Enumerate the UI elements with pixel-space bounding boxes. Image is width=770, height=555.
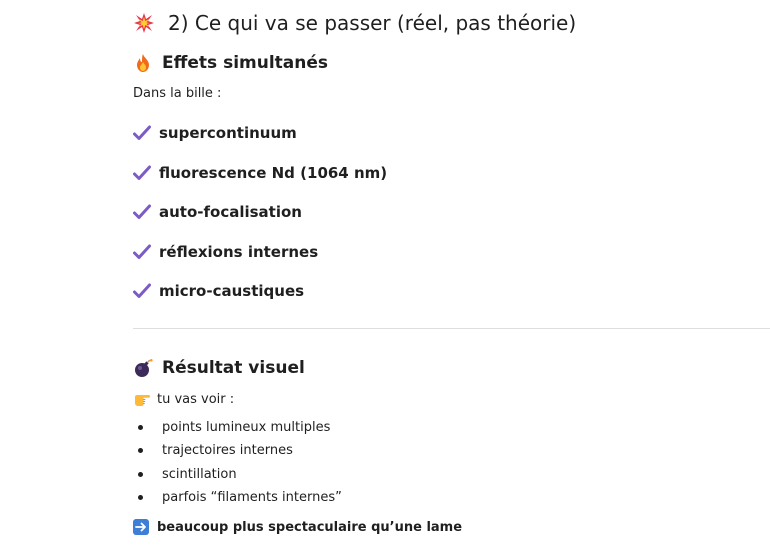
conclusion-label: beaucoup plus spectaculaire qu’une lame xyxy=(157,519,463,535)
list-item-label: fluorescence Nd (1064 nm) xyxy=(159,163,388,182)
list-item-label: scintillation xyxy=(162,466,237,482)
list-item-label: micro-caustiques xyxy=(159,282,305,301)
check-mark-icon xyxy=(133,204,151,220)
list-item-label: réflexions internes xyxy=(159,242,319,261)
check-mark-icon xyxy=(133,125,151,141)
list-item xyxy=(133,201,387,223)
list-item xyxy=(133,439,342,462)
right-arrow-icon xyxy=(133,519,149,535)
list-item xyxy=(133,162,387,184)
check-mark-icon xyxy=(133,244,151,260)
resultat-intro xyxy=(133,389,234,409)
list-item xyxy=(133,122,387,144)
list-item xyxy=(133,241,387,263)
effets-heading xyxy=(133,52,328,74)
list-item xyxy=(133,280,387,302)
resultat-list xyxy=(133,416,342,509)
list-item xyxy=(133,416,342,439)
fire-icon xyxy=(133,53,153,73)
resultat-title: Résultat visuel xyxy=(162,358,305,378)
list-item-label: supercontinuum xyxy=(159,124,297,142)
section-heading xyxy=(133,9,576,37)
bomb-icon xyxy=(133,358,153,378)
divider xyxy=(133,328,770,329)
bullet-icon xyxy=(138,472,143,477)
resultat-intro-label: tu vas voir : xyxy=(157,391,235,407)
collision-icon xyxy=(133,12,155,34)
check-mark-icon xyxy=(133,165,151,181)
bullet-icon xyxy=(138,495,143,500)
resultat-heading xyxy=(133,357,305,379)
list-item-label: points lumineux multiples xyxy=(162,420,331,436)
list-item xyxy=(133,463,342,486)
list-item-label: trajectoires internes xyxy=(162,443,293,459)
pointing-hand-icon xyxy=(133,391,151,407)
resultat-conclusion xyxy=(133,517,462,537)
list-item xyxy=(133,486,342,509)
check-mark-icon xyxy=(133,283,151,299)
bullet-icon xyxy=(138,448,143,453)
list-item-label: parfois “filaments internes” xyxy=(162,490,342,506)
effets-list xyxy=(133,122,387,320)
bullet-icon xyxy=(138,425,143,430)
effets-title: Effets simultanés xyxy=(162,53,329,73)
list-item-label: auto-focalisation xyxy=(159,203,302,222)
effets-intro: Dans la bille : xyxy=(133,86,222,101)
section-title: 2) Ce qui va se passer (réel, pas théorie) xyxy=(168,11,577,35)
